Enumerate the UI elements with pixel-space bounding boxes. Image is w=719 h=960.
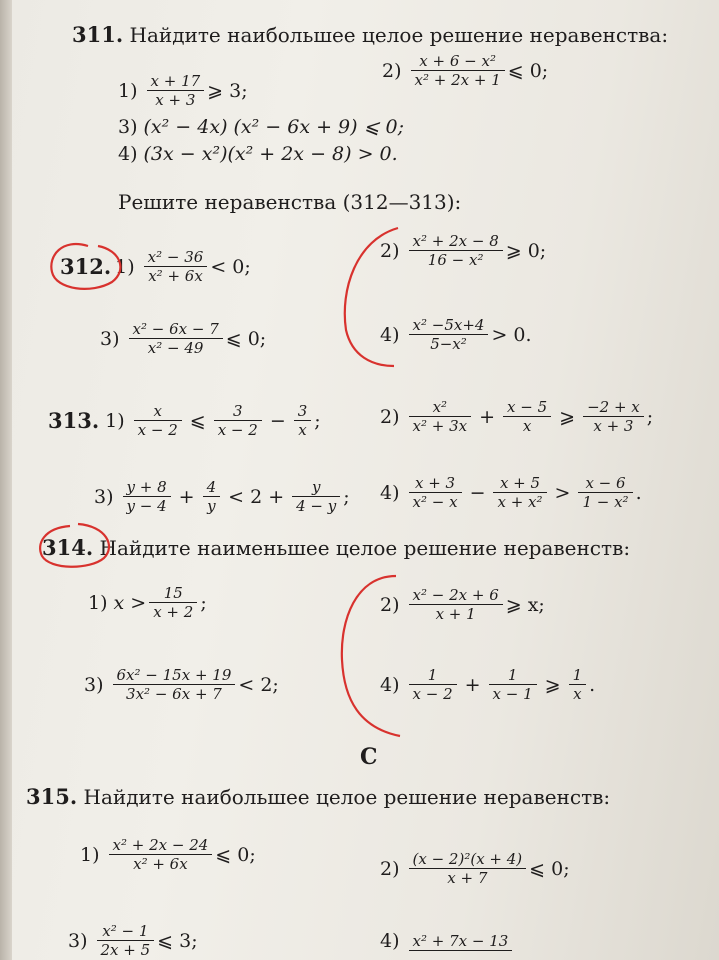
denominator: 2x + 5 — [97, 940, 155, 959]
inequality-tail: < 0; — [210, 255, 251, 278]
numerator: x² − 1 — [102, 922, 149, 940]
fraction — [411, 52, 505, 89]
fraction — [409, 666, 457, 703]
operator: > — [554, 481, 571, 504]
problem-number: 315. — [26, 784, 78, 809]
operator: + — [479, 405, 496, 428]
section-letter: С — [360, 744, 378, 770]
item-label: 3) — [68, 929, 88, 952]
numerator: x + 6 − x² — [419, 52, 496, 70]
denominator: y — [203, 496, 221, 515]
item-label: 4) — [380, 481, 400, 504]
numerator: 3 — [297, 402, 308, 420]
operator: ⩾ — [544, 673, 561, 696]
fraction — [97, 922, 155, 959]
operator: + — [464, 673, 481, 696]
denominator: x + 1 — [409, 604, 503, 623]
problem-311-item-3 — [118, 116, 404, 138]
numerator: 1 — [572, 666, 583, 684]
item-label: 4) — [380, 673, 400, 696]
numerator: y — [311, 478, 321, 496]
denominator: x² − 49 — [129, 338, 223, 357]
problem-text: Найдите наименьшее целое решение неравенств: — [99, 536, 631, 560]
inequality-tail: < 2; — [238, 673, 279, 696]
page-binding-edge — [0, 0, 12, 960]
punctuation: ; — [314, 409, 321, 432]
item-label: 3) — [118, 116, 138, 138]
inequality-tail: ⩾ x; — [505, 593, 545, 616]
problem-311-heading — [72, 22, 668, 47]
punctuation: ; — [343, 485, 350, 508]
item-label: 2) — [380, 857, 400, 880]
fraction — [409, 398, 472, 435]
denominator: x² + 6x — [144, 266, 208, 285]
punctuation: . — [635, 481, 642, 504]
punctuation: ; — [646, 405, 654, 428]
numerator: −2 + x — [587, 398, 640, 416]
problem-312-item-1 — [60, 248, 251, 285]
numerator: (x − 2)²(x + 4) — [412, 850, 523, 868]
inequality-tail: ⩽ 3; — [157, 929, 198, 952]
problem-315-item-3 — [68, 922, 198, 959]
item-label: 3) — [94, 485, 114, 508]
denominator: x² + 3x — [409, 416, 472, 435]
operator: − — [469, 481, 486, 504]
fraction — [147, 72, 205, 109]
inequality-tail: > 0. — [491, 323, 532, 346]
fraction — [409, 586, 503, 623]
numerator: x — [153, 402, 162, 420]
fraction — [578, 474, 632, 511]
problem-312-item-3 — [100, 320, 266, 357]
denominator: x + 2 — [149, 602, 197, 621]
expression: (3x − x²)(x² + 2x − 8) > 0. — [143, 143, 398, 165]
numerator: 15 — [163, 584, 183, 602]
numerator: x² − 36 — [147, 248, 204, 266]
fraction — [569, 666, 587, 703]
numerator: 1 — [427, 666, 438, 684]
fraction — [583, 398, 644, 435]
numerator: 4 — [206, 478, 217, 496]
numerator: y + 8 — [126, 478, 167, 496]
denominator: x — [294, 420, 312, 439]
item-label: 4) — [380, 323, 400, 346]
numerator: x + 3 — [414, 474, 456, 492]
denominator: 1 − x² — [578, 492, 632, 511]
item-label: 3) — [100, 327, 120, 350]
numerator: x² + 2x − 8 — [412, 232, 499, 250]
denominator: x² + 6x — [109, 854, 213, 873]
item-label: 1) — [80, 843, 100, 866]
inequality-tail: ⩽ 0; — [225, 327, 267, 350]
problem-315-item-2 — [380, 850, 570, 887]
problem-314-item-1 — [88, 584, 207, 621]
denominator: x² + 2x + 1 — [411, 70, 505, 89]
inequality-tail: ⩾ 0; — [505, 239, 547, 262]
operator: < 2 + — [228, 485, 285, 508]
fraction — [134, 402, 182, 439]
denominator: y − 4 — [123, 496, 171, 515]
fraction — [409, 232, 503, 269]
denominator: 4 − y — [292, 496, 340, 515]
problem-313-item-3 — [94, 478, 350, 515]
fraction — [203, 478, 221, 515]
item-label: 3) — [84, 673, 104, 696]
fraction — [409, 474, 462, 511]
numerator: x² — [432, 398, 448, 416]
numerator: x − 5 — [507, 398, 548, 416]
numerator: x − 6 — [585, 474, 626, 492]
inequality-tail: ; — [200, 591, 207, 614]
item-label: 4) — [118, 143, 138, 165]
problem-312-item-2 — [380, 232, 546, 269]
fraction — [493, 474, 546, 511]
numerator: 1 — [507, 666, 518, 684]
item-label: 4) — [380, 930, 400, 952]
numerator: x² − 2x + 6 — [412, 586, 499, 604]
denominator: x — [569, 684, 587, 703]
operator: + — [178, 485, 195, 508]
punctuation: . — [589, 673, 596, 696]
item-label: 1) — [118, 79, 138, 102]
inequality-head: x > — [113, 591, 147, 614]
fraction — [294, 402, 312, 439]
problem-313-item-2 — [380, 398, 653, 435]
fraction — [409, 316, 489, 353]
denominator: x + 7 — [409, 868, 527, 887]
problem-314-item-3 — [84, 666, 279, 703]
denominator: 16 − x² — [409, 250, 503, 269]
subheading-312-313: Решите неравенства (312—313): — [118, 190, 462, 214]
numerator: x + 17 — [150, 72, 201, 90]
denominator: x + 3 — [583, 416, 644, 435]
problem-314-heading — [42, 535, 630, 560]
problem-315-heading — [26, 784, 610, 809]
fraction — [109, 836, 213, 873]
fraction — [214, 402, 262, 439]
problem-number: 314. — [42, 535, 94, 560]
problem-text: Найдите наибольшее целое решение неравенства: — [129, 23, 669, 47]
fraction — [149, 584, 197, 621]
operator: − — [269, 409, 286, 432]
problem-315-item-1 — [80, 836, 256, 873]
numerator: 3 — [232, 402, 243, 420]
numerator: x² −5x+4 — [412, 316, 485, 334]
numerator: x² + 7x − 13 — [412, 931, 509, 950]
denominator: x + x² — [493, 492, 546, 511]
denominator: 3x² − 6x + 7 — [113, 684, 236, 703]
fraction — [503, 398, 551, 435]
item-label: 1) — [115, 255, 135, 278]
problem-number: 312. — [60, 254, 112, 279]
denominator: x − 2 — [214, 420, 262, 439]
denominator: x — [503, 416, 551, 435]
inequality-tail: ⩽ 0; — [529, 857, 570, 880]
problem-number: 313. — [48, 408, 100, 433]
problem-311-item-1 — [118, 72, 248, 109]
denominator: 5−x² — [409, 334, 489, 353]
fraction — [292, 478, 340, 515]
fraction — [129, 320, 223, 357]
denominator: x − 1 — [489, 684, 537, 703]
item-label: 2) — [380, 239, 400, 262]
fraction — [409, 850, 527, 887]
problem-314-item-4 — [380, 666, 595, 703]
fraction — [409, 932, 513, 951]
item-label: 1) — [88, 591, 108, 614]
problem-text: Найдите наибольшее целое решение неравенств: — [83, 785, 611, 809]
numerator: x + 5 — [499, 474, 541, 492]
inequality-tail: ⩾ 3; — [207, 79, 248, 102]
problem-number: 311. — [72, 22, 124, 47]
item-label: 2) — [382, 59, 402, 82]
denominator — [409, 950, 513, 951]
fraction — [113, 666, 236, 703]
denominator: x + 3 — [147, 90, 205, 109]
problem-311-item-4 — [118, 143, 398, 165]
numerator: x² − 6x − 7 — [132, 320, 219, 338]
problem-315-item-4 — [380, 930, 515, 952]
item-label: 1) — [105, 409, 125, 432]
problem-311-item-2 — [382, 52, 548, 89]
numerator: 6x² − 15x + 19 — [116, 666, 232, 684]
problem-314-item-2 — [380, 586, 545, 623]
inequality-tail: ⩽ 0; — [507, 59, 549, 82]
numerator: x² + 2x − 24 — [112, 836, 209, 854]
problem-312-item-4 — [380, 316, 532, 353]
inequality-tail: ⩽ 0; — [215, 843, 256, 866]
fraction — [144, 248, 208, 285]
problem-313-item-4 — [380, 474, 642, 511]
fraction — [489, 666, 537, 703]
fraction — [123, 478, 171, 515]
denominator: x − 2 — [134, 420, 182, 439]
item-label: 2) — [380, 405, 400, 428]
expression: (x² − 4x) (x² − 6x + 9) ⩽ 0; — [143, 116, 405, 138]
denominator: x² − x — [409, 492, 462, 511]
item-label: 2) — [380, 593, 400, 616]
operator: ⩾ — [559, 405, 576, 428]
problem-313-item-1 — [48, 402, 321, 439]
operator: ⩽ — [189, 409, 206, 432]
denominator: x − 2 — [409, 684, 457, 703]
